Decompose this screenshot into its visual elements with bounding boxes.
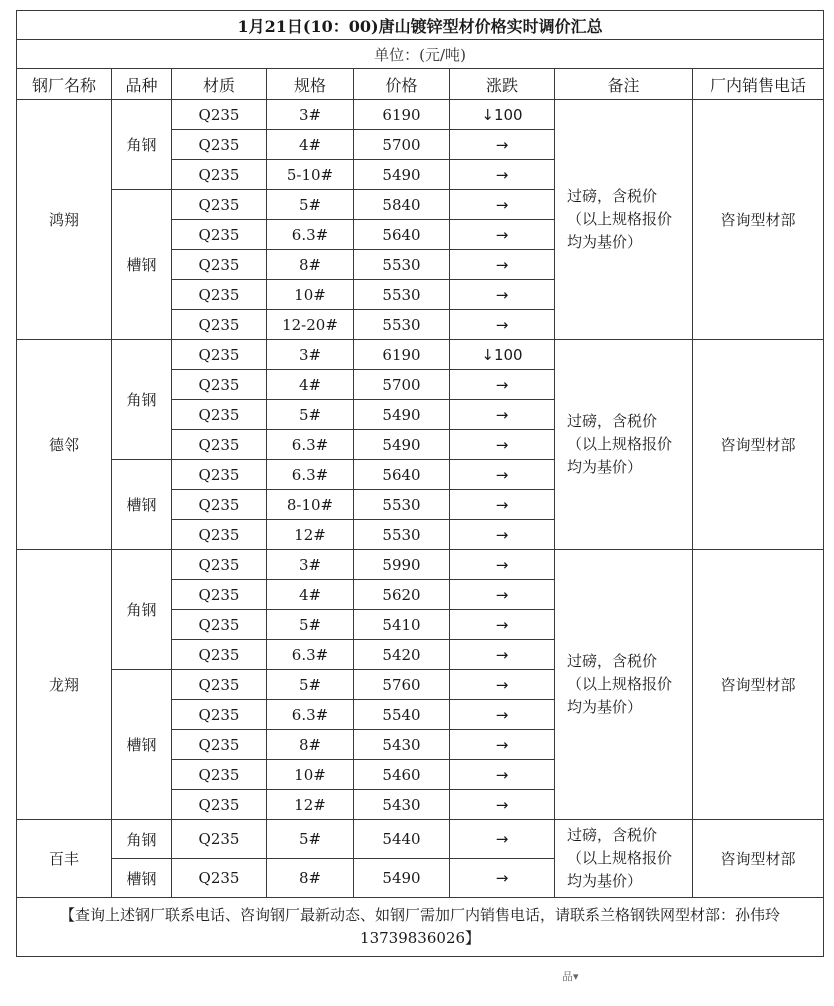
price-cell: 5420 <box>354 640 450 670</box>
spec-cell: 10# <box>267 280 354 310</box>
material-cell: Q235 <box>172 190 267 220</box>
variety-name: 槽钢 <box>112 460 172 550</box>
price-cell: 5410 <box>354 610 450 640</box>
spec-cell: 8-10# <box>267 490 354 520</box>
header-change: 涨跌 <box>450 69 555 100</box>
spec-cell: 4# <box>267 580 354 610</box>
change-cell: → <box>450 730 555 760</box>
change-cell: → <box>450 520 555 550</box>
change-cell: → <box>450 190 555 220</box>
material-cell: Q235 <box>172 859 267 898</box>
change-cell: → <box>450 670 555 700</box>
spec-cell: 8# <box>267 859 354 898</box>
price-cell: 5990 <box>354 550 450 580</box>
header-factory: 钢厂名称 <box>17 69 112 100</box>
price-cell: 5700 <box>354 370 450 400</box>
material-cell: Q235 <box>172 730 267 760</box>
footer-contact: 【查询上述钢厂联系电话、咨询钢厂最新动态、如钢厂需加厂内销售电话，请联系兰格钢铁网型材部：孙伟玲13739836026】 <box>17 898 824 957</box>
change-cell: → <box>450 250 555 280</box>
unit-label: 单位：(元/吨) <box>17 40 824 69</box>
spec-cell: 5# <box>267 400 354 430</box>
price-cell: 5620 <box>354 580 450 610</box>
material-cell: Q235 <box>172 400 267 430</box>
material-cell: Q235 <box>172 640 267 670</box>
material-cell: Q235 <box>172 550 267 580</box>
variety-name: 槽钢 <box>112 670 172 820</box>
factory-name: 德邻 <box>17 340 112 550</box>
spec-cell: 12# <box>267 520 354 550</box>
material-cell: Q235 <box>172 370 267 400</box>
change-cell: → <box>450 640 555 670</box>
change-cell: → <box>450 550 555 580</box>
change-cell: → <box>450 460 555 490</box>
page-title: 1月21日(10：00)唐山镀锌型材价格实时调价汇总 <box>17 11 824 40</box>
spec-cell: 12-20# <box>267 310 354 340</box>
price-cell: 5430 <box>354 790 450 820</box>
factory-name: 龙翔 <box>17 550 112 820</box>
paste-options-icon[interactable]: 品▾ <box>562 970 579 983</box>
spec-cell: 12# <box>267 790 354 820</box>
material-cell: Q235 <box>172 130 267 160</box>
material-cell: Q235 <box>172 580 267 610</box>
material-cell: Q235 <box>172 790 267 820</box>
change-cell: → <box>450 490 555 520</box>
material-cell: Q235 <box>172 760 267 790</box>
change-cell: → <box>450 400 555 430</box>
price-cell: 5700 <box>354 130 450 160</box>
spec-cell: 5# <box>267 610 354 640</box>
phone-cell: 咨询型材部 <box>693 820 824 898</box>
header-price: 价格 <box>354 69 450 100</box>
change-cell: → <box>450 280 555 310</box>
spec-cell: 8# <box>267 730 354 760</box>
change-cell: → <box>450 700 555 730</box>
header-note: 备注 <box>555 69 693 100</box>
material-cell: Q235 <box>172 700 267 730</box>
price-table <box>16 10 824 957</box>
spec-cell: 6.3# <box>267 700 354 730</box>
variety-name: 角钢 <box>112 820 172 859</box>
change-cell: → <box>450 580 555 610</box>
price-sheet <box>16 10 823 957</box>
change-cell: → <box>450 310 555 340</box>
material-cell: Q235 <box>172 820 267 859</box>
price-cell: 6190 <box>354 340 450 370</box>
header-spec: 规格 <box>267 69 354 100</box>
phone-cell: 咨询型材部 <box>693 100 824 340</box>
spec-cell: 5-10# <box>267 160 354 190</box>
table-row <box>17 550 824 580</box>
price-cell: 5530 <box>354 280 450 310</box>
change-cell: → <box>450 160 555 190</box>
table-row <box>17 100 824 130</box>
header-variety: 品种 <box>112 69 172 100</box>
phone-cell: 咨询型材部 <box>693 550 824 820</box>
spec-cell: 5# <box>267 670 354 700</box>
variety-name: 角钢 <box>112 340 172 460</box>
spec-cell: 4# <box>267 370 354 400</box>
material-cell: Q235 <box>172 430 267 460</box>
price-cell: 5530 <box>354 520 450 550</box>
price-cell: 5490 <box>354 400 450 430</box>
spec-cell: 4# <box>267 130 354 160</box>
spec-cell: 6.3# <box>267 460 354 490</box>
spec-cell: 8# <box>267 250 354 280</box>
price-cell: 5530 <box>354 250 450 280</box>
spec-cell: 3# <box>267 550 354 580</box>
variety-name: 角钢 <box>112 550 172 670</box>
change-cell: → <box>450 610 555 640</box>
table-row <box>17 820 824 859</box>
price-cell: 5490 <box>354 430 450 460</box>
material-cell: Q235 <box>172 610 267 640</box>
change-cell: → <box>450 430 555 460</box>
material-cell: Q235 <box>172 220 267 250</box>
spec-cell: 5# <box>267 190 354 220</box>
change-cell: ↓100 <box>450 100 555 130</box>
material-cell: Q235 <box>172 100 267 130</box>
change-cell: ↓100 <box>450 340 555 370</box>
price-cell: 5460 <box>354 760 450 790</box>
header-material: 材质 <box>172 69 267 100</box>
variety-name: 角钢 <box>112 100 172 190</box>
note-cell: 过磅，含税价（以上规格报价均为基价） <box>555 340 693 550</box>
change-cell: → <box>450 820 555 859</box>
price-cell: 5640 <box>354 460 450 490</box>
material-cell: Q235 <box>172 520 267 550</box>
price-cell: 5540 <box>354 700 450 730</box>
note-cell: 过磅，含税价（以上规格报价均为基价） <box>555 820 693 898</box>
variety-name: 槽钢 <box>112 190 172 340</box>
material-cell: Q235 <box>172 460 267 490</box>
table-row <box>17 340 824 370</box>
material-cell: Q235 <box>172 670 267 700</box>
price-table-body <box>17 100 824 898</box>
change-cell: → <box>450 220 555 250</box>
change-cell: → <box>450 790 555 820</box>
phone-cell: 咨询型材部 <box>693 340 824 550</box>
spec-cell: 10# <box>267 760 354 790</box>
note-cell: 过磅，含税价（以上规格报价均为基价） <box>555 100 693 340</box>
spec-cell: 3# <box>267 340 354 370</box>
variety-name: 槽钢 <box>112 859 172 898</box>
price-cell: 5440 <box>354 820 450 859</box>
price-cell: 5760 <box>354 670 450 700</box>
note-cell: 过磅，含税价（以上规格报价均为基价） <box>555 550 693 820</box>
material-cell: Q235 <box>172 160 267 190</box>
material-cell: Q235 <box>172 250 267 280</box>
spec-cell: 6.3# <box>267 220 354 250</box>
change-cell: → <box>450 130 555 160</box>
material-cell: Q235 <box>172 280 267 310</box>
spec-cell: 3# <box>267 100 354 130</box>
material-cell: Q235 <box>172 340 267 370</box>
header-row <box>17 69 824 100</box>
price-cell: 5530 <box>354 310 450 340</box>
change-cell: → <box>450 760 555 790</box>
spec-cell: 6.3# <box>267 640 354 670</box>
price-cell: 5530 <box>354 490 450 520</box>
material-cell: Q235 <box>172 490 267 520</box>
price-cell: 5430 <box>354 730 450 760</box>
price-cell: 5840 <box>354 190 450 220</box>
price-cell: 6190 <box>354 100 450 130</box>
change-cell: → <box>450 370 555 400</box>
header-phone: 厂内销售电话 <box>693 69 824 100</box>
material-cell: Q235 <box>172 310 267 340</box>
change-cell: → <box>450 859 555 898</box>
factory-name: 百丰 <box>17 820 112 898</box>
price-cell: 5490 <box>354 160 450 190</box>
factory-name: 鸿翔 <box>17 100 112 340</box>
spec-cell: 6.3# <box>267 430 354 460</box>
price-cell: 5490 <box>354 859 450 898</box>
spec-cell: 5# <box>267 820 354 859</box>
price-cell: 5640 <box>354 220 450 250</box>
